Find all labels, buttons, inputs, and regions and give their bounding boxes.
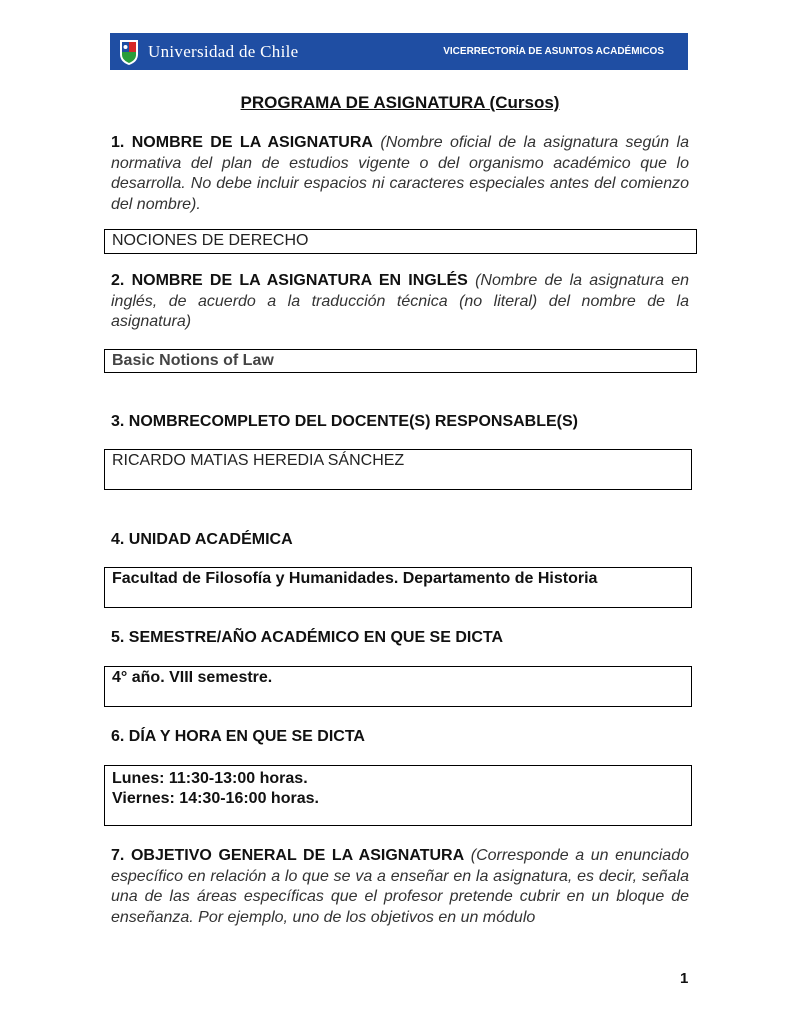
english-name-field: Basic Notions of Law: [104, 349, 697, 373]
schedule-field: [104, 765, 692, 826]
section-4: [111, 530, 689, 551]
section-1-description: (Nombre oficial de la asignatura según la normativa del plan de estudios vigente o del organismo académico que lo desarrolla. No debe incluir espacios ni caracteres especiales antes del comienzo del nombre).: [111, 134, 690, 213]
teacher-field: RICARDO MATIAS HEREDIA SÁNCHEZ: [104, 449, 692, 490]
section-1-heading: 1. NOMBRE DE LA ASIGNATURA: [111, 134, 373, 151]
section-6: [111, 727, 689, 748]
section-2-heading: 2. NOMBRE DE LA ASIGNATURA EN INGLÉS: [111, 272, 468, 289]
section-2: [111, 271, 689, 333]
section-4-heading: 4. UNIDAD ACADÉMICA: [111, 531, 293, 548]
document-title: PROGRAMA DE ASIGNATURA (Cursos): [240, 93, 560, 112]
section-7: [111, 846, 689, 928]
schedule-line-2: Viernes: 14:30-16:00 horas.: [112, 790, 319, 807]
academic-unit-field: Facultad de Filosofía y Humanidades. Departamento de Historia: [104, 567, 692, 608]
section-5-heading: 5. SEMESTRE/AÑO ACADÉMICO EN QUE SE DICTA: [111, 629, 504, 646]
schedule-line-1: Lunes: 11:30-13:00 horas.: [112, 770, 308, 787]
section-7-heading: 7. OBJETIVO GENERAL DE LA ASIGNATURA: [111, 847, 465, 864]
course-name-field: NOCIONES DE DERECHO: [104, 229, 697, 254]
header-banner: [110, 33, 688, 70]
section-6-heading: 6. DÍA Y HORA EN QUE SE DICTA: [111, 728, 365, 745]
university-name: Universidad de Chile: [148, 41, 299, 61]
section-3: [111, 412, 689, 433]
university-logo: [118, 38, 298, 66]
section-2-description: (Nombre de la asignatura en inglés, de acuerdo a la traducción técnica (no literal) del nombre de la asignatura): [111, 272, 689, 330]
section-3-heading: 3. NOMBRECOMPLETO DEL DOCENTE(S) RESPONSABLE(S): [111, 413, 578, 430]
section-1: [111, 133, 689, 215]
vicerrectoria-label: VICERRECTORÍA DE ASUNTOS ACADÉMICOS: [443, 46, 664, 57]
crest-icon: [118, 38, 140, 66]
section-5: [111, 628, 689, 649]
section-7-description: (Corresponde a un enunciado específico en relación a lo que se va a enseñar en la asignatura, es decir, señala una de las áreas específicas que el profesor pretende cubrir en un bloque de enseñanza. Por ejemplo, uno de los objetivos en un módulo: [111, 847, 689, 926]
page-number: 1: [680, 970, 689, 987]
semester-field: 4° año. VIII semestre.: [104, 666, 692, 707]
